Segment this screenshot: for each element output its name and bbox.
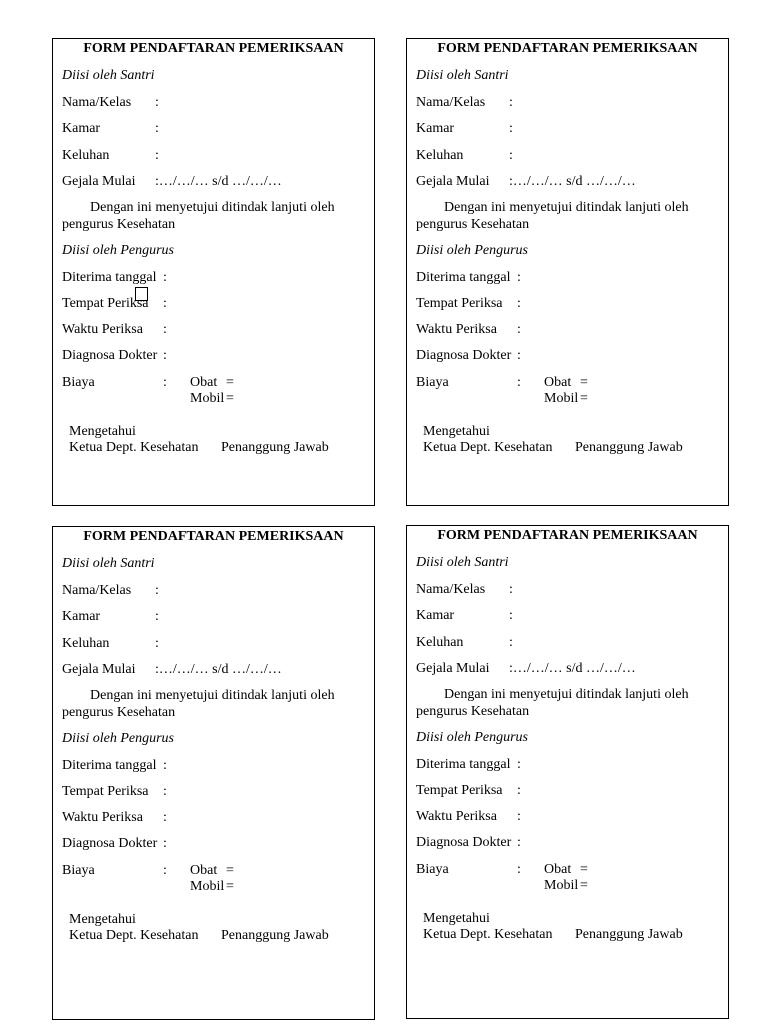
statement-line-1: Dengan ini menyetujui ditindak lanjuti oleh — [444, 687, 689, 702]
biaya-colon: : — [517, 862, 521, 877]
penanggung-jawab-label: Penanggung Jawab — [575, 440, 683, 455]
kamar-colon: : — [155, 121, 159, 136]
ketua-dept-label: Ketua Dept. Kesehatan — [423, 927, 553, 942]
statement-line-1: Dengan ini menyetujui ditindak lanjuti oleh — [444, 200, 689, 215]
obat-equals: = — [580, 375, 588, 390]
keluhan-colon: : — [155, 636, 159, 651]
mobil-equals: = — [226, 391, 234, 406]
obat-label: Obat — [190, 863, 218, 878]
obat-label: Obat — [190, 375, 218, 390]
form-title: FORM PENDAFTARAN PEMERIKSAAN — [83, 41, 344, 56]
mengetahui-label: Mengetahui — [69, 912, 136, 927]
tempat-periksa-label: Tempat Periksa — [416, 783, 503, 798]
tick-box[interactable] — [135, 287, 148, 301]
nama-kelas-colon: : — [155, 583, 159, 598]
nama-kelas-label: Nama/Kelas — [62, 95, 132, 110]
section-pengurus-label: Diisi oleh Pengurus — [62, 731, 174, 746]
statement-line-1: Dengan ini menyetujui ditindak lanjuti oleh — [90, 688, 335, 703]
penanggung-jawab-label: Penanggung Jawab — [575, 927, 683, 942]
biaya-colon: : — [163, 375, 167, 390]
section-pengurus-label: Diisi oleh Pengurus — [416, 730, 528, 745]
gejala-date-range: :…/…/… s/d …/…/… — [155, 174, 282, 189]
penanggung-jawab-label: Penanggung Jawab — [221, 440, 329, 455]
ketua-dept-label: Ketua Dept. Kesehatan — [69, 440, 199, 455]
waktu-periksa-label: Waktu Periksa — [62, 322, 143, 337]
tempat-periksa-label: Tempat Periksa — [62, 296, 149, 311]
tempat-periksa-colon: : — [517, 296, 521, 311]
diterima-tanggal-label: Diterima tanggal — [416, 757, 511, 772]
diagnosa-dokter-colon: : — [517, 835, 521, 850]
waktu-periksa-colon: : — [163, 322, 167, 337]
tempat-periksa-label: Tempat Periksa — [416, 296, 503, 311]
statement-line-2: pengurus Kesehatan — [416, 217, 530, 232]
biaya-label: Biaya — [416, 862, 449, 877]
obat-label: Obat — [544, 375, 572, 390]
obat-equals: = — [226, 863, 234, 878]
section-pengurus-label: Diisi oleh Pengurus — [62, 243, 174, 258]
diterima-tanggal-label: Diterima tanggal — [416, 270, 511, 285]
mengetahui-label: Mengetahui — [423, 424, 490, 439]
statement-line-1: Dengan ini menyetujui ditindak lanjuti oleh — [90, 200, 335, 215]
gejala-date-range: :…/…/… s/d …/…/… — [509, 174, 636, 189]
kamar-colon: : — [509, 608, 513, 623]
keluhan-label: Keluhan — [62, 148, 110, 163]
nama-kelas-label: Nama/Kelas — [416, 582, 486, 597]
waktu-periksa-label: Waktu Periksa — [416, 809, 497, 824]
nama-kelas-label: Nama/Kelas — [62, 583, 132, 598]
section-santri-label: Diisi oleh Santri — [62, 68, 155, 83]
waktu-periksa-colon: : — [163, 810, 167, 825]
section-santri-label: Diisi oleh Santri — [416, 555, 509, 570]
mengetahui-label: Mengetahui — [423, 911, 490, 926]
kamar-label: Kamar — [416, 121, 455, 136]
mobil-equals: = — [226, 879, 234, 894]
form-title: FORM PENDAFTARAN PEMERIKSAAN — [83, 529, 344, 544]
registration-form-3 — [52, 526, 375, 1020]
mobil-equals: = — [580, 878, 588, 893]
kamar-label: Kamar — [416, 608, 455, 623]
diagnosa-dokter-label: Diagnosa Dokter — [62, 836, 158, 851]
biaya-colon: : — [163, 863, 167, 878]
obat-label: Obat — [544, 862, 572, 877]
gejala-date-range: :…/…/… s/d …/…/… — [155, 662, 282, 677]
waktu-periksa-colon: : — [517, 322, 521, 337]
ketua-dept-label: Ketua Dept. Kesehatan — [423, 440, 553, 455]
diagnosa-dokter-label: Diagnosa Dokter — [416, 835, 512, 850]
mobil-label: Mobil — [190, 879, 225, 894]
waktu-periksa-label: Waktu Periksa — [62, 810, 143, 825]
biaya-label: Biaya — [62, 863, 95, 878]
diagnosa-dokter-label: Diagnosa Dokter — [62, 348, 158, 363]
kamar-colon: : — [155, 609, 159, 624]
gejala-date-range: :…/…/… s/d …/…/… — [509, 661, 636, 676]
biaya-label: Biaya — [62, 375, 95, 390]
form-title: FORM PENDAFTARAN PEMERIKSAAN — [437, 528, 698, 543]
gejala-mulai-label: Gejala Mulai — [62, 662, 136, 677]
tempat-periksa-label: Tempat Periksa — [62, 784, 149, 799]
keluhan-colon: : — [155, 148, 159, 163]
waktu-periksa-colon: : — [517, 809, 521, 824]
biaya-colon: : — [517, 375, 521, 390]
statement-line-2: pengurus Kesehatan — [62, 705, 176, 720]
biaya-label: Biaya — [416, 375, 449, 390]
diterima-tanggal-colon: : — [163, 758, 167, 773]
diagnosa-dokter-colon: : — [163, 836, 167, 851]
mobil-label: Mobil — [544, 391, 579, 406]
diagnosa-dokter-colon: : — [517, 348, 521, 363]
mobil-equals: = — [580, 391, 588, 406]
keluhan-colon: : — [509, 148, 513, 163]
form-title: FORM PENDAFTARAN PEMERIKSAAN — [437, 41, 698, 56]
diterima-tanggal-colon: : — [517, 757, 521, 772]
section-santri-label: Diisi oleh Santri — [416, 68, 509, 83]
diagnosa-dokter-colon: : — [163, 348, 167, 363]
gejala-mulai-label: Gejala Mulai — [62, 174, 136, 189]
registration-form-4 — [406, 525, 729, 1019]
diterima-tanggal-colon: : — [163, 270, 167, 285]
section-santri-label: Diisi oleh Santri — [62, 556, 155, 571]
registration-form-1 — [52, 38, 375, 506]
obat-equals: = — [580, 862, 588, 877]
keluhan-label: Keluhan — [416, 635, 464, 650]
gejala-mulai-label: Gejala Mulai — [416, 174, 490, 189]
statement-line-2: pengurus Kesehatan — [416, 704, 530, 719]
nama-kelas-label: Nama/Kelas — [416, 95, 486, 110]
waktu-periksa-label: Waktu Periksa — [416, 322, 497, 337]
diterima-tanggal-label: Diterima tanggal — [62, 270, 157, 285]
mengetahui-label: Mengetahui — [69, 424, 136, 439]
diterima-tanggal-colon: : — [517, 270, 521, 285]
mobil-label: Mobil — [544, 878, 579, 893]
keluhan-label: Keluhan — [416, 148, 464, 163]
kamar-label: Kamar — [62, 121, 101, 136]
section-pengurus-label: Diisi oleh Pengurus — [416, 243, 528, 258]
tempat-periksa-colon: : — [163, 784, 167, 799]
gejala-mulai-label: Gejala Mulai — [416, 661, 490, 676]
nama-kelas-colon: : — [155, 95, 159, 110]
keluhan-label: Keluhan — [62, 636, 110, 651]
mobil-label: Mobil — [190, 391, 225, 406]
registration-form-2 — [406, 38, 729, 506]
ketua-dept-label: Ketua Dept. Kesehatan — [69, 928, 199, 943]
keluhan-colon: : — [509, 635, 513, 650]
diterima-tanggal-label: Diterima tanggal — [62, 758, 157, 773]
tempat-periksa-colon: : — [517, 783, 521, 798]
penanggung-jawab-label: Penanggung Jawab — [221, 928, 329, 943]
statement-line-2: pengurus Kesehatan — [62, 217, 176, 232]
tempat-periksa-colon: : — [163, 296, 167, 311]
obat-equals: = — [226, 375, 234, 390]
kamar-label: Kamar — [62, 609, 101, 624]
diagnosa-dokter-label: Diagnosa Dokter — [416, 348, 512, 363]
nama-kelas-colon: : — [509, 582, 513, 597]
nama-kelas-colon: : — [509, 95, 513, 110]
kamar-colon: : — [509, 121, 513, 136]
